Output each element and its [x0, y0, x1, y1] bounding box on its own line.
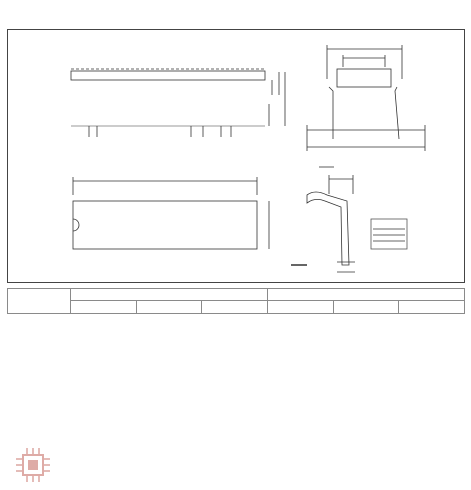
end-body	[337, 69, 391, 87]
detail-view	[307, 175, 407, 272]
side-body	[71, 71, 265, 80]
package-drawing	[7, 29, 465, 283]
table-group-header	[8, 289, 465, 301]
col-mm-typ	[136, 301, 202, 313]
top-view	[73, 177, 307, 265]
table-sub-header	[8, 301, 465, 313]
col-mm-max	[202, 301, 268, 313]
col-dimensions	[8, 289, 71, 314]
detail-lead	[307, 192, 349, 265]
watermark	[10, 444, 230, 488]
top-body	[73, 201, 257, 249]
side-view	[71, 69, 285, 137]
end-view	[307, 45, 425, 167]
dimensions-table	[7, 288, 465, 314]
chip-logo-icon	[14, 446, 52, 484]
group-inches	[267, 289, 464, 301]
col-in-max	[399, 301, 465, 313]
group-millimeters	[71, 289, 268, 301]
col-mm-min	[71, 301, 137, 313]
col-in-min	[267, 301, 333, 313]
col-in-typ	[333, 301, 399, 313]
